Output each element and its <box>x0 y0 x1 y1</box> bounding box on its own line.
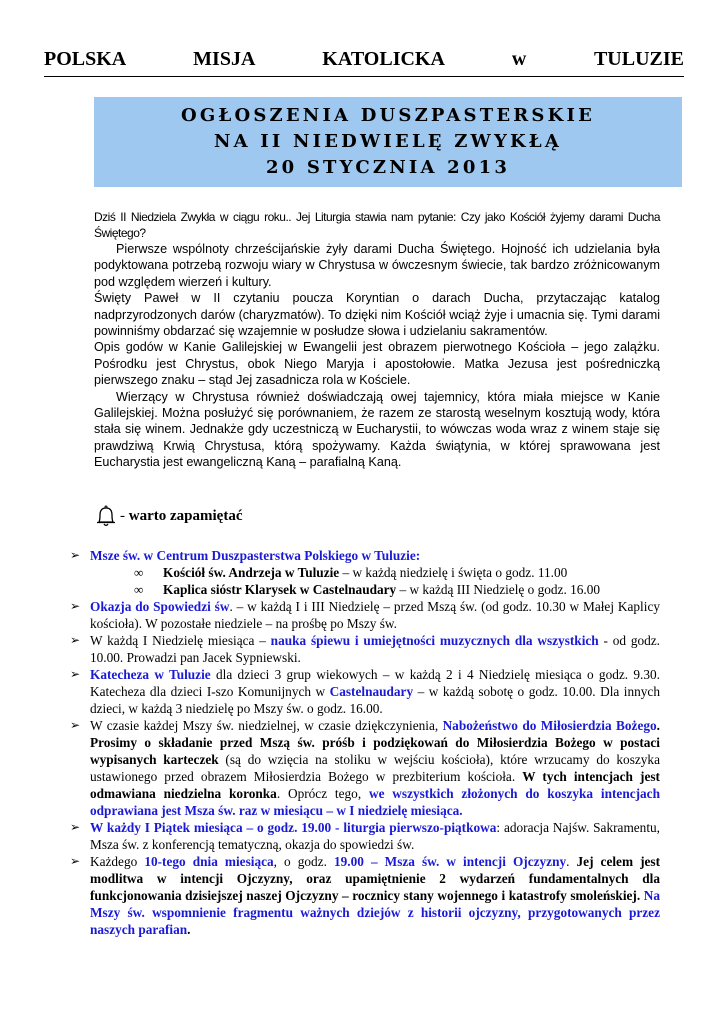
arrow-bullet-icon: ➢ <box>70 820 81 834</box>
church-andrew-name: Kościół św. Andrzeja w Tuluzie <box>163 565 340 580</box>
homeland-day: 10-tego dnia miesiąca <box>144 854 274 869</box>
list-item <box>70 598 660 632</box>
remember-heading <box>120 508 242 525</box>
homeland-bold: Jej celem jest modlitwa w intencji Ojczyzny, oraz upamiętnienie 2 wydarzeń fundamentalnych dla funkcjonowania dzisiejszej naszej Ojczyzny – rocznicy stany wojennego i katastrofy smoleńskiej. <box>90 854 661 903</box>
sub-item <box>70 564 660 581</box>
singing-heading: nauka śpiewu i umiejętności muzycznych dla wszystkich <box>270 633 599 648</box>
arrow-bullet-icon: ➢ <box>70 854 81 868</box>
remember-word: warto <box>128 508 167 524</box>
homeland-text-b: , o godz. <box>273 854 334 869</box>
header-divider <box>44 76 684 77</box>
arrow-bullet-icon: ➢ <box>70 548 81 562</box>
mercy-text-c: (są do wzięcia na stoliku w wejściu kościoła), które wrzucamy do koszyka ustawionego przed obrazem Miłosierdzia Bożego w prezbiterium kościoła. <box>90 752 660 784</box>
masses-colon: : <box>415 548 421 563</box>
mercy-text-a: W czasie każdej Mszy św. niedzielnej, w czasie dziękczynienia, <box>90 718 443 733</box>
infinity-bullet-icon: ∞ <box>134 565 144 580</box>
first-friday-heading: W każdy I Piątek miesiąca – o godz. 19.00 - liturgia pierwszo-piątkowa <box>90 820 497 835</box>
arrow-bullet-icon: ➢ <box>70 599 81 613</box>
homily-paragraph-2: Święty Paweł w II czytaniu poucza Koryntian o darach Ducha, przytaczając katalog nadprzyrodzonych darów (charyzmatów). To dzięki nim Kościół wciąż żyje i umacnia się. Tymi darami powinniśmy obdarzać się wzajemnie w posłudze słowa i udzielaniu sakramentów. <box>94 291 660 339</box>
announcement-list <box>70 547 660 938</box>
catechesis-text-a: dla dzieci 3 grup wiekowych – w każdą 2 i 4 Niedzielę miesiąca o godz. 9.30. Katecheza dla dzieci I-szo Komunijnych w <box>90 667 661 699</box>
chapel-clarisses-name: Kaplica sióstr Klarysek w Castelnaudary <box>163 582 397 597</box>
list-item <box>70 632 660 666</box>
homeland-mass: 19.00 – Msza św. w intencji Ojczyzny <box>333 854 567 869</box>
homeland-history: Na Mszy św. wspomnienie fragmentu ważnych dziejów z historii ojczyzny, przygotowanych przez naszych parafian <box>90 888 660 937</box>
list-item <box>70 819 660 853</box>
mercy-text-d: . Oprócz tego, <box>276 786 369 801</box>
catechesis-heading: Katecheza w Tuluzie <box>90 667 211 682</box>
intro-section <box>94 209 660 242</box>
banner-line-3: 20 STYCZNIA 2013 <box>265 157 511 178</box>
first-friday-text: : adoracja Najśw. Sakramentu, Msza św. z konferencją tematyczną, okazja do spowiedzi św. <box>90 820 661 852</box>
homily-paragraph-3: Opis godów w Kanie Galilejskiej w Ewangelii jest obrazem pierwotnego Kościoła – jego zalążku. Pośrodku jest Chrystus, obok Niego Maryja i apostołowie. Matka Jezusa jest pośredniczką pierwszego znaku – stąd Jej zasadnicza rola w Kościele. <box>94 340 660 388</box>
mercy-bold-1: składanie przed Mszą św. próśb i podziękowań do Miłosierdzia Bożego w postaci wypisanych karteczek <box>90 735 660 767</box>
list-item <box>70 853 660 938</box>
mercy-text-b: . Prosimy o <box>90 718 660 750</box>
singing-text-a: W każdą I Niedzielę miesiąca – <box>90 633 271 648</box>
infinity-bullet-icon: ∞ <box>134 582 144 597</box>
homily-section <box>94 241 660 471</box>
confession-heading: Okazja do Spowiedzi św <box>90 599 230 614</box>
bell-icon <box>95 505 117 529</box>
remember-dash: - <box>120 508 125 524</box>
banner-line-1: OGŁOSZENIA DUSZPASTERSKIE <box>181 105 595 126</box>
remember-rest: zapamiętać <box>170 508 243 524</box>
homeland-text-e: . <box>187 922 191 937</box>
catechesis-castelnaudary: Castelnaudary <box>329 684 414 699</box>
list-item <box>70 666 660 717</box>
homily-paragraph-1: Pierwsze wspólnoty chrześcijańskie żyły darami Ducha Świętego. Hojność ich udzielania była podyktowana potrzebą rozwoju wiary w Chrystusa w ówczesnym świecie, tak bardzo zróżnicowanym pod względem wierzeń i kultury. <box>94 242 660 289</box>
announcement-banner <box>94 97 682 187</box>
mercy-bold-2: W tych intencjach jest odmawiana niedzielna koronka <box>90 769 660 801</box>
catechesis-text-b: – w każdą sobotę o godz. 10.00. Dla innych dzieci, w każdą 3 niedzielę po Mszy św. o godz. 16.00. <box>90 684 660 716</box>
homeland-text-a: Każdego <box>90 854 145 869</box>
arrow-bullet-icon: ➢ <box>70 633 81 647</box>
homily-paragraph-4: Wierzący w Chrystusa również doświadczają owej tajemnicy, która miała miejsce w Kanie Galilejskiej. Można posłużyć się porównaniem, że razem ze starostą weselnym kosztują wody, która stała się winem. Jednakże gdy uczestniczą w Eucharystii, to wówczas woda wraz z winem staje się prawdziwą Krwią Chrystusa, którą spożywamy. Każda świątynia, w której sprawowana jest Eucharystia jest ewangeliczną Kaną – parafialną Kaną. <box>94 389 660 470</box>
sub-item <box>70 581 660 598</box>
mission-title: POLSKA MISJA KATOLICKA w TULUZIE <box>44 48 684 70</box>
arrow-bullet-icon: ➢ <box>70 718 81 732</box>
confession-text: . – w każdą I i III Niedzielę – przed Mszą św. (od godz. 10.30 w Małej Kaplicy kościoła). W pozostałe niedziele – na prośbę po Mszy św. <box>90 599 660 631</box>
singing-text-b: - od godz. 10.00. Prowadzi pan Jacek Sypniewski. <box>90 633 660 665</box>
mercy-monthly-mass: we wszystkich złożonych do koszyka intencjach odprawiana jest Msza św. raz w miesiącu – w I niedzielę miesiąca. <box>90 786 660 818</box>
intro-paragraph-1: Dziś II Niedziela Zwykła w ciągu roku.. Jej Liturgia stawia nam pytanie: Czy jako Kościół żyjemy darami Ducha Świętego? <box>94 210 660 241</box>
banner-line-2: NA II NIEDWIELĘ ZWYKŁĄ <box>214 131 562 152</box>
arrow-bullet-icon: ➢ <box>70 667 81 681</box>
masses-heading: Msze św. w Centrum Duszpasterstwa Polskiego w Tuluzie <box>90 548 416 563</box>
church-andrew-time: – w każdą niedzielę i święta o godz. 11.00 <box>339 565 568 580</box>
chapel-clarisses-time: – w każdą III Niedzielę o godz. 16.00 <box>396 582 601 597</box>
list-item <box>70 547 660 564</box>
homeland-text-c: . <box>566 854 577 869</box>
list-item <box>70 717 660 819</box>
mercy-heading: Nabożeństwo do Miłosierdzia Bożego <box>442 718 657 733</box>
